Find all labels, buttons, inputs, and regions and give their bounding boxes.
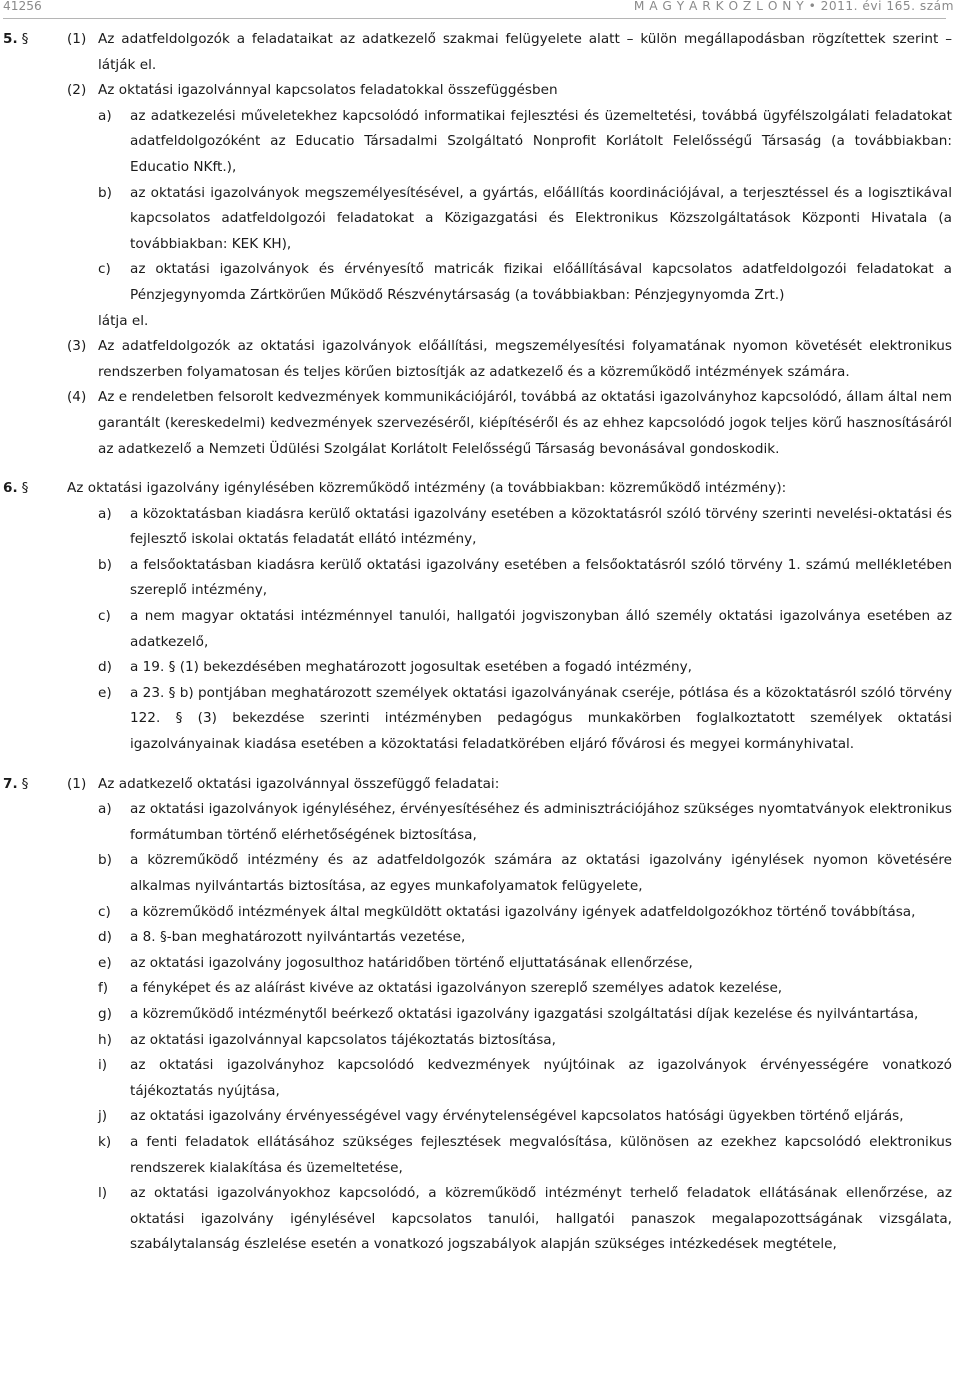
paragraph-text: Az adatfeldolgozók a feladataikat az adatkezelő szakmai felügyelete alatt – külön megállapodásban rögzítettek szerint – látják el. bbox=[98, 31, 952, 73]
list-item bbox=[67, 797, 952, 848]
section-gap bbox=[0, 758, 952, 772]
section-6 bbox=[0, 476, 952, 758]
paragraph-5-2-items bbox=[67, 104, 952, 309]
list-item bbox=[67, 681, 952, 758]
list-item bbox=[67, 925, 952, 951]
section-number: 7. § bbox=[3, 775, 29, 792]
item-label: a) bbox=[98, 107, 112, 124]
item-label: j) bbox=[98, 1108, 108, 1125]
paragraph-5-3 bbox=[67, 334, 952, 385]
item-text: az oktatási igazolványok és érvényesítő matricák fizikai előállításával kapcsolatos adatfeldolgozói feladatokat a Pénzjegynyomda Zártkörűen Működő Részvénytársaság (a továbbiakban: Pénzjegynyomda Zrt.) bbox=[130, 261, 952, 303]
section-number: 5. § bbox=[3, 31, 29, 47]
item-label: d) bbox=[98, 929, 112, 946]
item-text: az oktatási igazolvánnyal kapcsolatos tájékoztatás biztosítása, bbox=[130, 1031, 556, 1048]
item-label: b) bbox=[98, 852, 112, 869]
item-text: az oktatási igazolvány érvényességével vagy érvénytelenségével kapcsolatos hatósági ügyekben történő eljárás, bbox=[130, 1108, 904, 1125]
section-number: 6. § bbox=[3, 480, 29, 497]
item-text: a közreműködő intézmények által megküldött oktatási igazolvány igények adatfeldolgozókhoz történő továbbítása, bbox=[130, 903, 916, 920]
item-label: e) bbox=[98, 954, 112, 971]
paragraph-intro: Az adatkezelő oktatási igazolvánnyal összefüggő feladatai: bbox=[98, 775, 500, 792]
paragraph-7-1 bbox=[67, 772, 952, 798]
item-text: az oktatási igazolványokhoz kapcsolódó, a közreműködő intézményt terhelő feladatok ellátásának ellenőrzése, az oktatási igazolvány igénylésével kapcsolatos tanulói, hallgatói panaszok megalapozottságának vizsgálata, szabálytalanság észlelése esetén a vonatkozó jogszabályok alapján szükséges intézkedések megtétele, bbox=[130, 1185, 952, 1253]
list-item bbox=[67, 900, 952, 926]
paragraph-intro: Az oktatási igazolvánnyal kapcsolatos feladatokkal összefüggésben bbox=[98, 82, 558, 99]
section-6-items bbox=[67, 502, 952, 758]
list-item bbox=[67, 976, 952, 1002]
item-text: az oktatási igazolványok megszemélyesítésével, a gyártás, előállítás koordinációjával, a terjesztéssel és a logisztikával kapcsolatos adatfeldolgozói feladatokat a Közigazgatási és Elektronikus Közszolgáltatások Központi Hivatala (a továbbiakban: KEK KH), bbox=[130, 184, 952, 252]
item-text: az adatkezelési műveletekhez kapcsolódó informatikai fejlesztési és üzemeltetési, továbbá ügyfélszolgálati feladatokat adatfeldolgozóként az Educatio Társadalmi Szolgáltató Nonprofit Korlátolt Felelősségű Társaság (a továbbiakban: Educatio NKft.), bbox=[130, 107, 952, 175]
item-text: az oktatási igazolvány jogosulthoz határidőben történő eljuttatásának ellenőrzése, bbox=[130, 954, 693, 971]
list-item bbox=[67, 104, 952, 181]
document-body bbox=[0, 27, 952, 1258]
list-item bbox=[67, 848, 952, 899]
item-label: c) bbox=[98, 608, 111, 625]
section-intro: Az oktatási igazolvány igénylésében közreműködő intézmény (a továbbiakban: közreműködő intézmény): bbox=[67, 480, 787, 497]
item-text: a közreműködő intézménytől beérkező oktatási igazolvány igazgatási szolgáltatási díjak kezelése és nyilvántartása, bbox=[130, 1005, 919, 1022]
section-7 bbox=[0, 772, 952, 1258]
page-header bbox=[3, 0, 954, 18]
item-label: k) bbox=[98, 1133, 112, 1150]
list-item bbox=[67, 1002, 952, 1028]
item-text: a felsőoktatásban kiadásra kerülő oktatási igazolvány esetében a felsőoktatásról szóló törvény 1. számú mellékletében szereplő intézmény, bbox=[130, 556, 952, 599]
list-item bbox=[67, 1130, 952, 1181]
item-label: b) bbox=[98, 184, 112, 201]
item-text: az oktatási igazolványok igényléséhez, érvényesítéséhez és adminisztrációjához szükséges nyomtatványok elektronikus formátumban történő elérhetőségének biztosítása, bbox=[130, 801, 952, 843]
item-text: a fenti feladatok ellátásához szükséges fejlesztések megvalósítása, különösen az ezekhez kapcsolódó elektronikus rendszerek kialakítása és üzemeltetése, bbox=[130, 1133, 952, 1176]
item-label: e) bbox=[98, 684, 112, 701]
item-label: c) bbox=[98, 903, 111, 920]
list-item bbox=[67, 181, 952, 258]
item-label: a) bbox=[98, 801, 112, 818]
item-label: f) bbox=[98, 980, 109, 997]
list-item bbox=[67, 1053, 952, 1104]
paragraph-number: (1) bbox=[67, 31, 87, 47]
item-text: a közreműködő intézmény és az adatfeldolgozók számára az oktatási igazolvány igénylések nyomon követésére alkalmas nyilvántartás biztosítása, az egyes munkafolyamatok felügyelete, bbox=[130, 852, 952, 894]
paragraph-number: (2) bbox=[67, 82, 87, 99]
paragraph-number: (3) bbox=[67, 338, 87, 355]
paragraph-number: (1) bbox=[67, 775, 87, 792]
section-5 bbox=[0, 27, 952, 462]
paragraph-text: Az adatfeldolgozók az oktatási igazolványok előállítási, megszemélyesítési folyamatának nyomon követését elektronikus rendszerben folyamatosan és teljes körűen biztosítják az adatkezelő és a közreműködő intézmények számára. bbox=[98, 338, 952, 380]
item-text: a 19. § (1) bekezdésében meghatározott jogosultak esetében a fogadó intézmény, bbox=[130, 659, 692, 676]
item-text: a 23. § b) pontjában meghatározott személyek oktatási igazolványának cseréje, pótlása és a közoktatásról szóló törvény 122. § (3) bekezdése szerinti intézményben pedagógus munkakörben foglalkoztatott személyek oktatási igazolványainak kiadása esetében a közoktatási feladatkörében eljáró fővárosi és megyei kormányhivatal. bbox=[130, 684, 952, 753]
list-item bbox=[67, 257, 952, 308]
item-label: l) bbox=[98, 1185, 108, 1202]
item-label: c) bbox=[98, 261, 111, 278]
list-item bbox=[67, 655, 952, 681]
section-gap bbox=[0, 462, 952, 476]
paragraph-tail: látja el. bbox=[98, 312, 149, 329]
list-item bbox=[67, 604, 952, 655]
list-item bbox=[67, 553, 952, 604]
item-text: a közoktatásban kiadásra kerülő oktatási igazolvány esetében a közoktatásról szóló törvény szerinti nevelési-oktatási és fejlesztő iskolai oktatás feladatát ellátó intézmény, bbox=[130, 505, 952, 548]
paragraph-5-2 bbox=[67, 78, 952, 104]
paragraph-number: (4) bbox=[67, 389, 87, 406]
list-item bbox=[67, 951, 952, 977]
running-title: M A G Y A R K Ö Z L Ö N Y • 2011. évi 165. szám bbox=[633, 0, 954, 13]
item-text: az oktatási igazolványhoz kapcsolódó kedvezmények nyújtóinak az igazolványok érvényességére vonatkozó tájékoztatás nyújtása, bbox=[130, 1057, 952, 1099]
list-item bbox=[67, 1028, 952, 1054]
paragraph-text: Az e rendeletben felsorolt kedvezmények kommunikációjáról, továbbá az oktatási igazolványhoz kapcsolódó, állam által nem garantált (kereskedelmi) kedvezmények szervezéséről, kiépítéséről és az ehhez kapcsolódó jogok teljes körű hasznosításáról az adatkezelő a Nemzeti Üdülési Szolgálat Korlátolt Felelősségű Társaság bevonásával gondoskodik. bbox=[98, 389, 952, 457]
item-label: g) bbox=[98, 1005, 112, 1022]
paragraph-5-4 bbox=[67, 385, 952, 462]
item-label: i) bbox=[98, 1057, 108, 1074]
list-item bbox=[67, 1181, 952, 1258]
item-label: b) bbox=[98, 556, 112, 573]
item-text: a fényképet és az aláírást kivéve az oktatási igazolványon szereplő személyes adatok kezelése, bbox=[130, 980, 783, 997]
item-text: a nem magyar oktatási intézménnyel tanulói, hallgatói jogviszonyban álló személy oktatási igazolványa esetében az adatkezelő, bbox=[130, 608, 952, 650]
page-number: 41256 bbox=[3, 0, 42, 13]
item-text: a 8. §-ban meghatározott nyilvántartás vezetése, bbox=[130, 929, 466, 946]
paragraph-5-1 bbox=[67, 27, 952, 78]
item-label: d) bbox=[98, 659, 112, 676]
item-label: h) bbox=[98, 1031, 112, 1048]
header-rule bbox=[3, 18, 946, 19]
section-7-items bbox=[67, 797, 952, 1258]
item-label: a) bbox=[98, 505, 112, 522]
list-item bbox=[67, 1104, 952, 1130]
list-item bbox=[67, 502, 952, 553]
